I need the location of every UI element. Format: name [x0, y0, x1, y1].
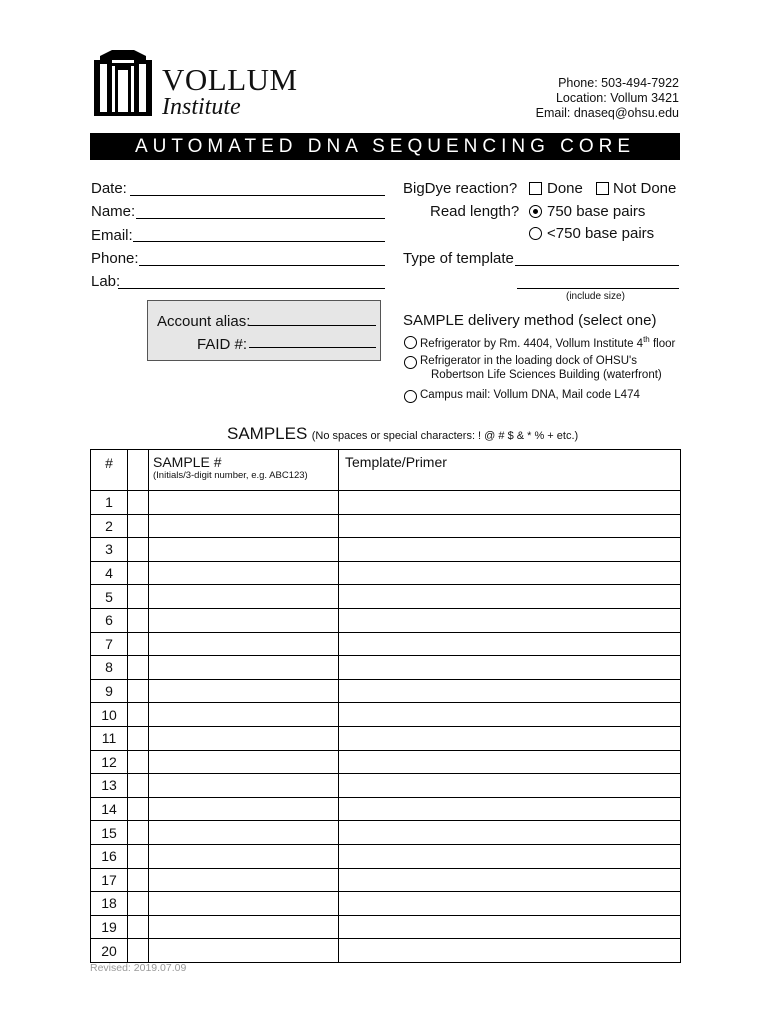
- row-check-cell[interactable]: [128, 538, 149, 562]
- delivery-rm4404-floor: floor: [649, 337, 676, 350]
- samples-note: (No spaces or special characters: ! @ # $ & * % + etc.): [311, 430, 579, 442]
- template-size-field[interactable]: [517, 288, 679, 289]
- sample-id-cell[interactable]: [149, 868, 339, 892]
- samples-title: SAMPLES: [227, 424, 308, 443]
- row-number: 7: [91, 632, 128, 656]
- row-check-cell[interactable]: [128, 491, 149, 515]
- sample-id-cell[interactable]: [149, 608, 339, 632]
- template-size-note: (include size): [566, 291, 625, 302]
- sample-id-cell[interactable]: [149, 797, 339, 821]
- table-row: [91, 491, 681, 515]
- table-row: [91, 561, 681, 585]
- template-primer-cell[interactable]: [339, 821, 681, 845]
- delivery-rm4404-label: [420, 335, 675, 350]
- col-sample-title: SAMPLE #: [153, 454, 222, 470]
- table-row: [91, 797, 681, 821]
- revised-date: Revised: 2019.07.09: [90, 962, 187, 974]
- table-row: [91, 608, 681, 632]
- delivery-rm4404-sup: th: [643, 335, 650, 344]
- contact-location: Location: Vollum 3421: [555, 91, 679, 105]
- read-length-under-750-label: <750 base pairs: [547, 225, 655, 242]
- row-check-cell[interactable]: [128, 939, 149, 963]
- bigdye-not-done-checkbox[interactable]: [596, 182, 609, 195]
- row-check-cell[interactable]: [128, 656, 149, 680]
- col-num-header: #: [91, 450, 128, 491]
- template-primer-cell[interactable]: [339, 915, 681, 939]
- email-field[interactable]: [133, 241, 385, 242]
- template-primer-cell[interactable]: [339, 703, 681, 727]
- phone-label: Phone:: [91, 250, 139, 267]
- template-primer-cell[interactable]: [339, 561, 681, 585]
- read-length-750-label: 750 base pairs: [547, 203, 646, 220]
- name-label: Name:: [91, 203, 136, 220]
- row-number: 16: [91, 844, 128, 868]
- template-primer-cell[interactable]: [339, 632, 681, 656]
- lab-field[interactable]: [118, 288, 385, 289]
- col-template-header: Template/Primer: [339, 450, 681, 491]
- sample-id-cell[interactable]: [149, 514, 339, 538]
- template-primer-cell[interactable]: [339, 868, 681, 892]
- faid-label: FAID #:: [197, 336, 248, 353]
- sample-id-cell[interactable]: [149, 491, 339, 515]
- row-number: 13: [91, 774, 128, 798]
- sample-id-cell[interactable]: [149, 915, 339, 939]
- account-box: [147, 300, 381, 361]
- sample-id-cell[interactable]: [149, 632, 339, 656]
- sample-id-cell[interactable]: [149, 844, 339, 868]
- sample-id-cell[interactable]: [149, 726, 339, 750]
- row-number: 14: [91, 797, 128, 821]
- table-row: [91, 726, 681, 750]
- row-check-cell[interactable]: [128, 679, 149, 703]
- row-number: 10: [91, 703, 128, 727]
- row-check-cell[interactable]: [128, 632, 149, 656]
- table-row: [91, 774, 681, 798]
- sample-id-cell[interactable]: [149, 585, 339, 609]
- read-length-label: Read length?: [430, 203, 520, 220]
- template-primer-cell[interactable]: [339, 726, 681, 750]
- delivery-loading-dock-label-2: Robertson Life Sciences Building (waterfront): [431, 369, 662, 381]
- row-check-cell[interactable]: [128, 585, 149, 609]
- delivery-loading-dock-radio[interactable]: [404, 356, 417, 369]
- row-check-cell[interactable]: [128, 750, 149, 774]
- row-number: 20: [91, 939, 128, 963]
- table-row: [91, 821, 681, 845]
- table-row: [91, 844, 681, 868]
- template-primer-cell[interactable]: [339, 608, 681, 632]
- table-row: [91, 514, 681, 538]
- template-type-field[interactable]: [515, 265, 679, 266]
- table-row: [91, 538, 681, 562]
- contact-info: [536, 76, 679, 121]
- account-alias-label: Account alias:: [157, 313, 251, 330]
- template-primer-cell[interactable]: [339, 679, 681, 703]
- building-icon: [90, 48, 156, 118]
- sample-id-cell[interactable]: [149, 939, 339, 963]
- col-sample-note: (Initials/3-digit number, e.g. ABC123): [153, 470, 308, 481]
- row-number: 1: [91, 491, 128, 515]
- row-number: 11: [91, 726, 128, 750]
- table-row: [91, 868, 681, 892]
- table-row: [91, 703, 681, 727]
- col-check-header: [128, 450, 149, 491]
- delivery-rm4404-text: Refrigerator by Rm. 4404, Vollum Institute 4: [420, 337, 644, 350]
- table-row: [91, 656, 681, 680]
- template-primer-cell[interactable]: [339, 797, 681, 821]
- row-check-cell[interactable]: [128, 797, 149, 821]
- date-field[interactable]: [130, 195, 385, 196]
- row-check-cell[interactable]: [128, 868, 149, 892]
- sample-id-cell[interactable]: [149, 703, 339, 727]
- template-primer-cell[interactable]: [339, 491, 681, 515]
- samples-table: [90, 449, 681, 963]
- template-primer-cell[interactable]: [339, 585, 681, 609]
- row-number: 12: [91, 750, 128, 774]
- sample-id-cell[interactable]: [149, 679, 339, 703]
- row-number: 6: [91, 608, 128, 632]
- contact-email: Email: dnaseq@ohsu.edu: [535, 106, 679, 120]
- sample-id-cell[interactable]: [149, 561, 339, 585]
- row-number: 8: [91, 656, 128, 680]
- bigdye-done-checkbox[interactable]: [529, 182, 542, 195]
- sample-id-cell[interactable]: [149, 892, 339, 916]
- date-label: Date:: [91, 180, 127, 197]
- sample-id-cell[interactable]: [149, 774, 339, 798]
- table-header-row: [91, 450, 681, 491]
- template-primer-cell[interactable]: [339, 844, 681, 868]
- row-check-cell[interactable]: [128, 892, 149, 916]
- table-row: [91, 585, 681, 609]
- read-length-under-750-radio[interactable]: [529, 227, 542, 240]
- row-check-cell[interactable]: [128, 514, 149, 538]
- contact-phone: Phone: 503-494-7922: [558, 76, 679, 90]
- delivery-campus-mail-radio[interactable]: [404, 390, 417, 403]
- bigdye-label: BigDye reaction?: [403, 180, 518, 197]
- template-primer-cell[interactable]: [339, 656, 681, 680]
- row-number: 5: [91, 585, 128, 609]
- row-number: 17: [91, 868, 128, 892]
- table-row: [91, 632, 681, 656]
- table-row: [91, 750, 681, 774]
- logo-subtitle: Institute: [162, 94, 241, 120]
- delivery-loading-dock-label: Refrigerator in the loading dock of OHSU's: [420, 355, 637, 367]
- table-row: [91, 915, 681, 939]
- sample-id-cell[interactable]: [149, 656, 339, 680]
- row-check-cell[interactable]: [128, 703, 149, 727]
- row-check-cell[interactable]: [128, 608, 149, 632]
- read-length-750-radio[interactable]: [529, 205, 542, 218]
- row-number: 4: [91, 561, 128, 585]
- table-row: [91, 892, 681, 916]
- row-check-cell[interactable]: [128, 774, 149, 798]
- col-sample-header: [149, 450, 339, 491]
- delivery-campus-mail-label: Campus mail: Vollum DNA, Mail code L474: [420, 389, 640, 401]
- sample-id-cell[interactable]: [149, 821, 339, 845]
- logo-name: VOLLUM: [162, 62, 298, 97]
- row-check-cell[interactable]: [128, 844, 149, 868]
- phone-field[interactable]: [139, 265, 385, 266]
- row-check-cell[interactable]: [128, 821, 149, 845]
- page-title: AUTOMATED DNA SEQUENCING CORE: [90, 133, 680, 160]
- row-number: 2: [91, 514, 128, 538]
- template-primer-cell[interactable]: [339, 892, 681, 916]
- template-primer-cell[interactable]: [339, 939, 681, 963]
- row-number: 15: [91, 821, 128, 845]
- template-primer-cell[interactable]: [339, 774, 681, 798]
- sample-id-cell[interactable]: [149, 750, 339, 774]
- account-alias-field[interactable]: [249, 325, 376, 326]
- samples-heading: [227, 424, 578, 444]
- table-row: [91, 679, 681, 703]
- delivery-title: SAMPLE delivery method (select one): [403, 312, 657, 329]
- delivery-rm4404-radio[interactable]: [404, 336, 417, 349]
- template-type-label: Type of template: [403, 250, 514, 267]
- row-check-cell[interactable]: [128, 561, 149, 585]
- bigdye-not-done-label: Not Done: [613, 180, 677, 197]
- template-primer-cell[interactable]: [339, 514, 681, 538]
- lab-label: Lab:: [91, 273, 121, 290]
- row-number: 3: [91, 538, 128, 562]
- row-number: 19: [91, 915, 128, 939]
- table-row: [91, 939, 681, 963]
- name-field[interactable]: [136, 218, 385, 219]
- email-label: Email:: [91, 227, 133, 244]
- sample-id-cell[interactable]: [149, 538, 339, 562]
- template-primer-cell[interactable]: [339, 538, 681, 562]
- row-number: 18: [91, 892, 128, 916]
- faid-field[interactable]: [249, 347, 376, 348]
- row-number: 9: [91, 679, 128, 703]
- row-check-cell[interactable]: [128, 726, 149, 750]
- row-check-cell[interactable]: [128, 915, 149, 939]
- bigdye-done-label: Done: [547, 180, 583, 197]
- template-primer-cell[interactable]: [339, 750, 681, 774]
